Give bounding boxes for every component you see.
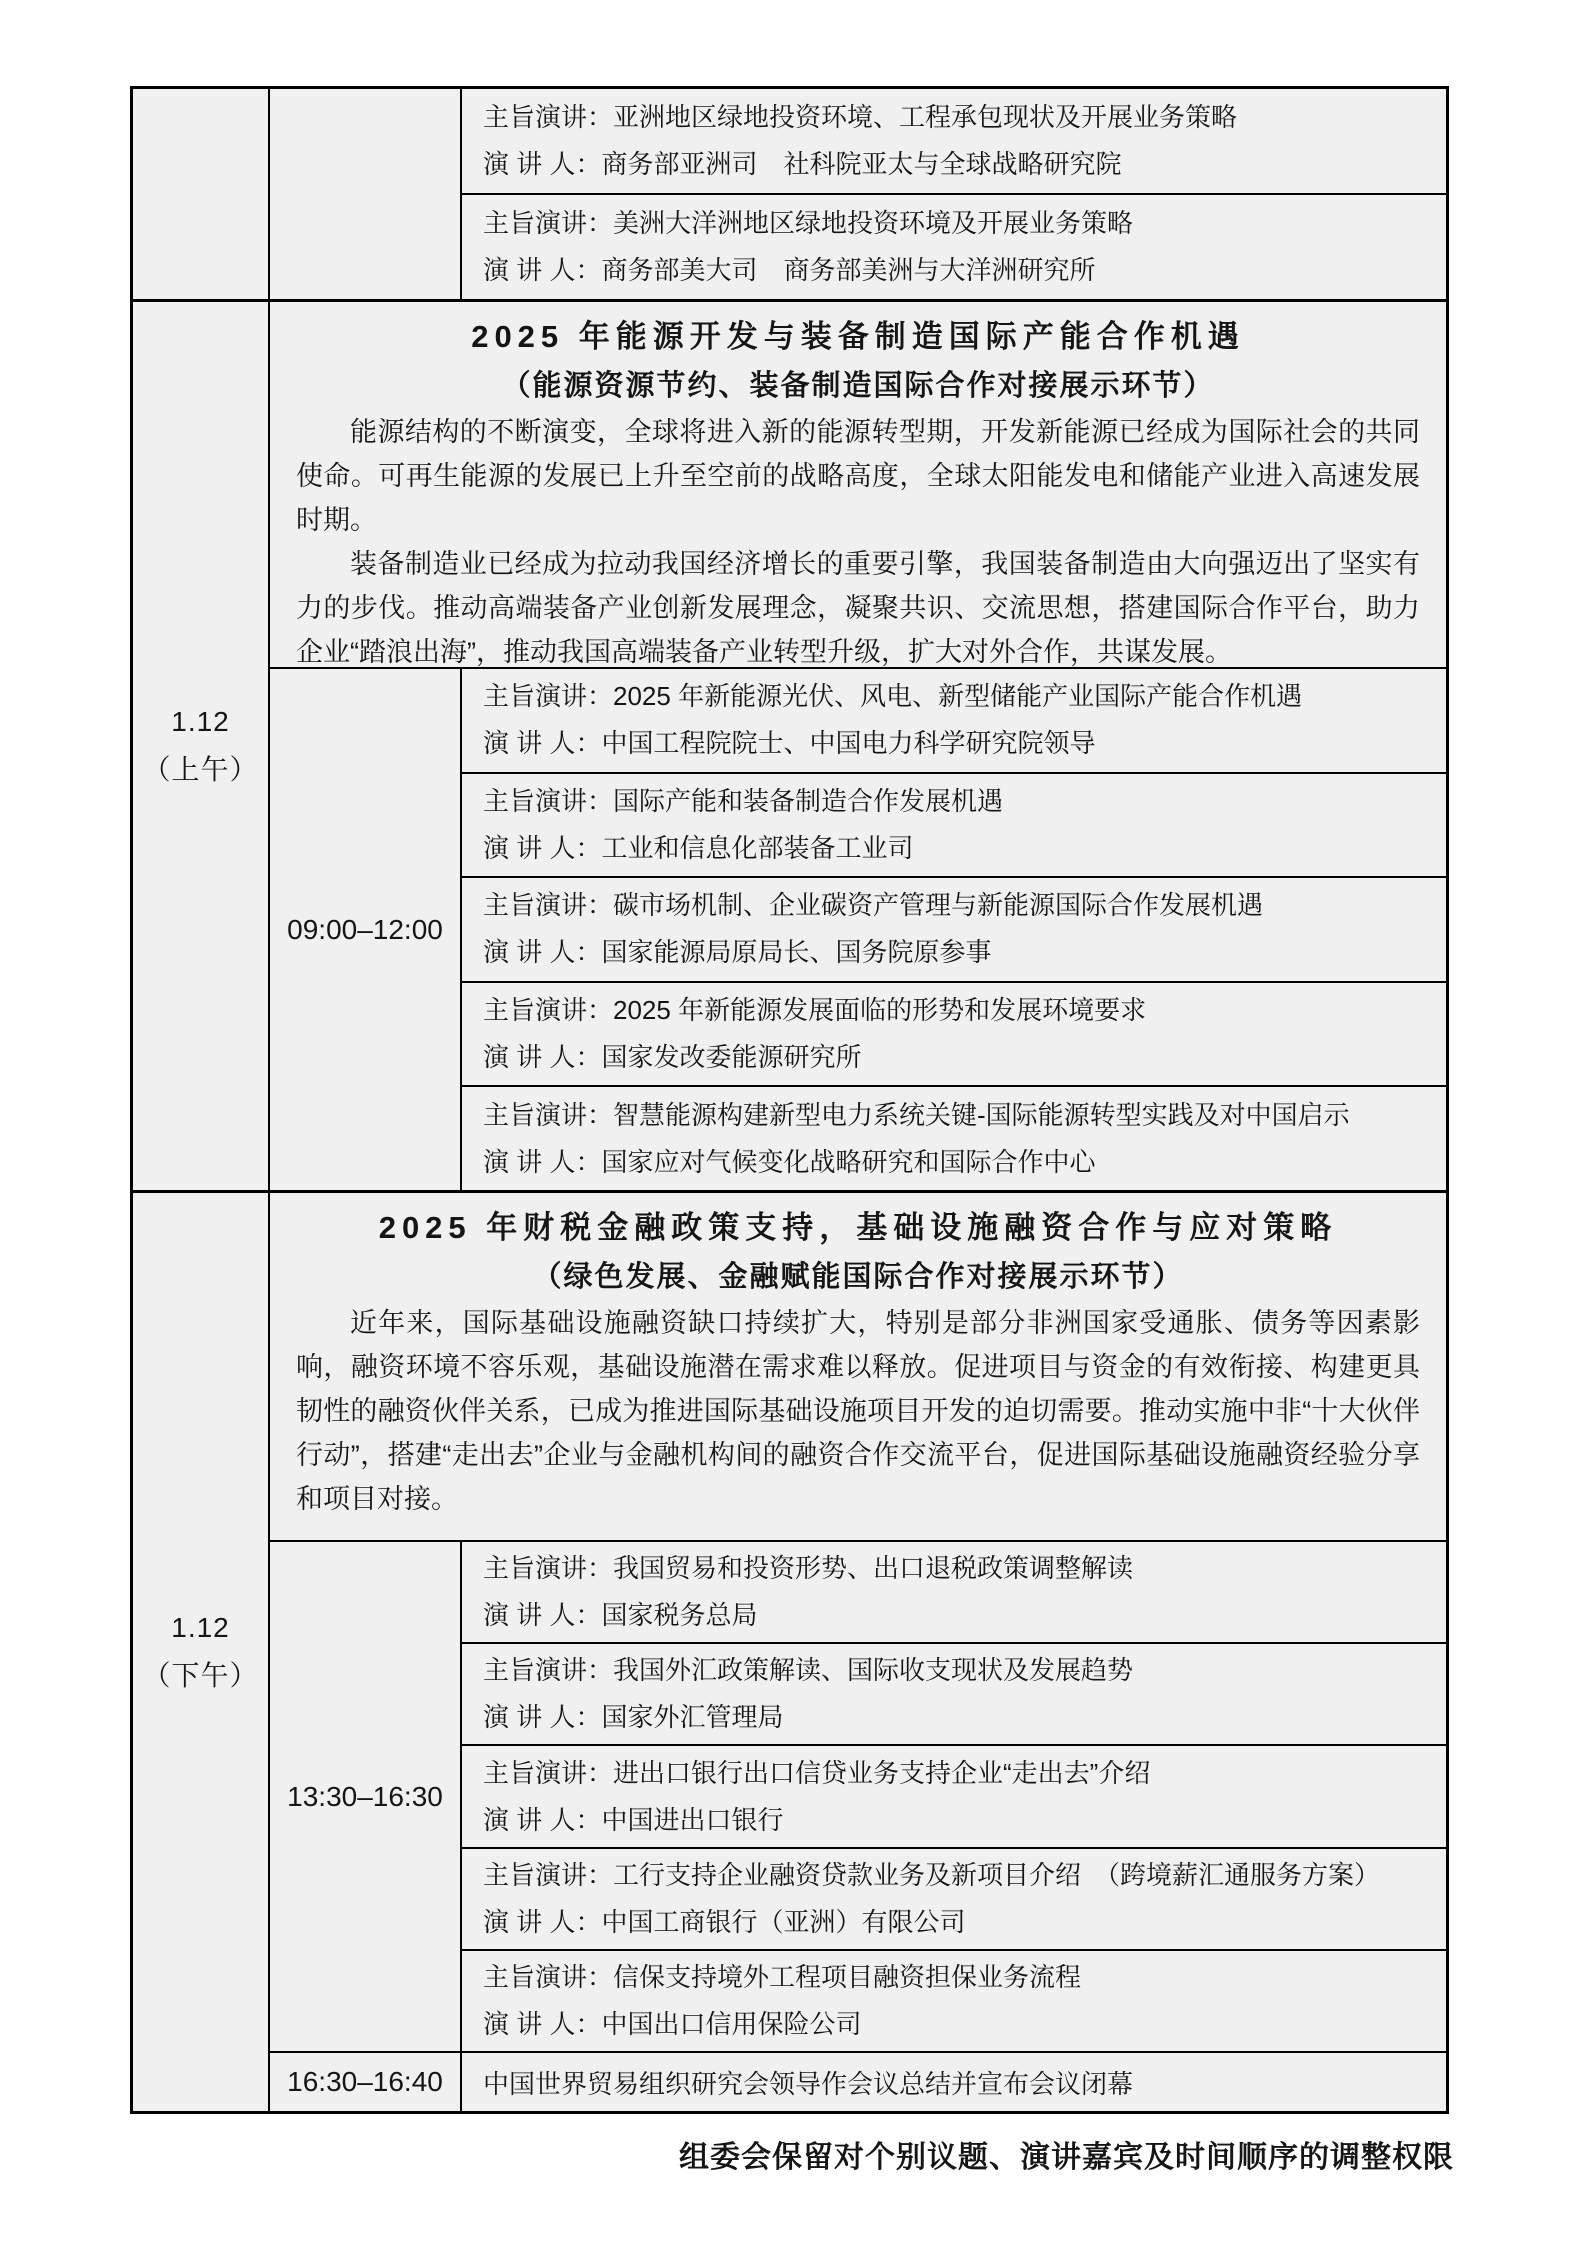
keynote-label: 主旨演讲： (483, 785, 614, 816)
date-value: 1.12 (171, 706, 230, 737)
date-cell-morning (133, 302, 270, 1190)
talk-speaker-line (483, 1694, 1438, 1741)
time-cell-morning: 09:00–12:00 (270, 669, 462, 1190)
talk-topic: 亚洲地区绿地投资环境、工程承包现状及开展业务策略 (613, 102, 1238, 132)
talk-row (462, 1542, 1446, 1642)
talk-topic-line (483, 1092, 1438, 1139)
talk-speaker: 国家税务总局 (601, 1600, 758, 1631)
speaker-label: 演 讲 人： (483, 1906, 602, 1937)
talk-topic-line (483, 94, 1438, 141)
keynote-label: 主旨演讲： (483, 1859, 614, 1890)
session-title: 2025 年能源开发与装备制造国际产能合作机遇 (471, 319, 1245, 354)
talk-topic: 我国外汇政策解读、国际收支现状及发展趋势 (613, 1655, 1134, 1686)
talk-speaker: 商务部亚洲司 社科院亚太与全球战略研究院 (601, 149, 1122, 179)
morning-right (270, 302, 1446, 1190)
talk-speaker: 商务部美大司 商务部美洲与大洋洲研究所 (601, 255, 1096, 285)
talk-speaker: 国家发改委能源研究所 (601, 1042, 862, 1073)
talk-row (462, 981, 1446, 1086)
date-value: 1.12 (171, 1612, 230, 1643)
speaker-label: 演 讲 人： (483, 728, 602, 759)
talk-topic-line (483, 1954, 1438, 2001)
morning-schedule (270, 669, 1446, 1190)
talk-topic: 2025 年新能源发展面临的形势和发展环境要求 (613, 995, 1147, 1026)
talk-topic-line (483, 1750, 1438, 1797)
talk-speaker-line (483, 141, 1438, 188)
afternoon-intro (270, 1193, 1446, 1542)
talk-speaker: 国家应对气候变化战略研究和国际合作中心 (601, 1146, 1096, 1177)
talk-topic: 我国贸易和投资形势、出口退税政策调整解读 (613, 1553, 1134, 1584)
talk-topic: 进出口银行出口信贷业务支持企业“走出去”介绍 (613, 1757, 1151, 1788)
session-subtitle: （绿色发展、金融赋能国际合作对接展示环节） (532, 1261, 1184, 1293)
talk-row (462, 193, 1446, 299)
keynote-label: 主旨演讲： (483, 1757, 614, 1788)
talk-topic-line (483, 778, 1438, 825)
speaker-label: 演 讲 人： (483, 1042, 602, 1073)
talk-topic-line (483, 200, 1438, 247)
talk-speaker-line (483, 825, 1438, 872)
speaker-label: 演 讲 人： (483, 2008, 602, 2039)
agenda-table (130, 86, 1449, 2114)
morning-section (133, 299, 1446, 1190)
keynote-label: 主旨演讲： (483, 995, 614, 1026)
talk-speaker: 国家外汇管理局 (601, 1702, 784, 1733)
talk-topic-line (483, 1852, 1438, 1899)
closing-row (270, 2051, 1446, 2111)
speaker-label: 演 讲 人： (483, 1702, 602, 1733)
talk-speaker-line (483, 1034, 1438, 1081)
talk-speaker-line (483, 1899, 1438, 1946)
speaker-label: 演 讲 人： (483, 255, 602, 285)
talk-row (462, 1744, 1446, 1846)
session-paragraph: 装备制造业已经成为拉动我国经济增长的重要引擎，我国装备制造由大向强迈出了坚实有力的步伐。推动高端装备产业创新发展理念，凝聚共识、交流思想，搭建国际合作平台，助力企业“踏浪出海”，推动我国高端装备产业转型升级，扩大对外合作，共谋发展。 (296, 549, 1420, 667)
talk-topic-line (483, 673, 1438, 720)
talk-topic: 智慧能源构建新型电力系统关键-国际能源转型实践及对中国启示 (613, 1099, 1350, 1130)
talk-row (462, 1949, 1446, 2051)
keynote-label: 主旨演讲： (483, 102, 614, 132)
continued-section (133, 89, 1446, 299)
talk-speaker: 中国工程院院士、中国电力科学研究院领导 (601, 728, 1096, 759)
talk-topic-line (483, 882, 1438, 929)
session-subtitle: （能源资源节约、装备制造国际合作对接展示环节） (501, 370, 1215, 402)
talk-speaker: 中国出口信用保险公司 (601, 2008, 862, 2039)
afternoon-right (270, 1193, 1446, 2111)
talk-speaker-line (483, 929, 1438, 976)
speaker-label: 演 讲 人： (483, 1600, 602, 1631)
talk-speaker: 工业和信息化部装备工业司 (601, 832, 914, 863)
keynote-label: 主旨演讲： (483, 1655, 614, 1686)
afternoon-schedule (270, 1542, 1446, 2051)
talk-speaker-line (483, 1797, 1438, 1844)
talk-speaker-line (483, 1139, 1438, 1186)
talk-row (462, 876, 1446, 981)
speaker-label: 演 讲 人： (483, 937, 602, 968)
talk-topic: 工行支持企业融资贷款业务及新项目介绍 （跨境薪汇通服务方案） (613, 1859, 1381, 1890)
talk-row (462, 1085, 1446, 1190)
morning-intro (270, 302, 1446, 669)
keynote-label: 主旨演讲： (483, 208, 614, 238)
talk-topic: 美洲大洋洲地区绿地投资环境及开展业务策略 (613, 208, 1134, 238)
continued-talks (462, 89, 1446, 299)
afternoon-section (133, 1190, 1446, 2111)
session-paragraph: 能源结构的不断演变，全球将进入新的能源转型期，开发新能源已经成为国际社会的共同使命。可再生能源的发展已上升至空前的战略高度，全球太阳能发电和储能产业进入高速发展时期。 (296, 417, 1420, 535)
keynote-label: 主旨演讲： (483, 1553, 614, 1584)
date-cell-empty (133, 89, 270, 299)
talk-speaker: 国家能源局原局长、国务院原参事 (601, 937, 992, 968)
speaker-label: 演 讲 人： (483, 1146, 602, 1177)
time-cell-empty (270, 89, 462, 299)
talk-speaker: 中国进出口银行 (601, 1804, 784, 1835)
talk-topic: 2025 年新能源光伏、风电、新型储能产业国际产能合作机遇 (613, 681, 1303, 712)
date-period: （下午） (142, 1660, 259, 1691)
morning-talks (462, 669, 1446, 1190)
talk-speaker-line (483, 720, 1438, 767)
talk-topic-line (483, 1647, 1438, 1694)
date-cell-afternoon (133, 1193, 270, 2111)
keynote-label: 主旨演讲： (483, 681, 614, 712)
speaker-label: 演 讲 人： (483, 149, 602, 179)
keynote-label: 主旨演讲： (483, 1961, 614, 1992)
talk-row (462, 1642, 1446, 1744)
talk-topic-line (483, 1545, 1438, 1592)
speaker-label: 演 讲 人： (483, 832, 602, 863)
afternoon-talks (462, 1542, 1446, 2051)
talk-topic: 信保支持境外工程项目融资担保业务流程 (613, 1961, 1082, 1992)
keynote-label: 主旨演讲： (483, 890, 614, 921)
talk-speaker: 中国工商银行（亚洲）有限公司 (601, 1906, 966, 1937)
talk-row (462, 1847, 1446, 1949)
time-cell-afternoon: 13:30–16:30 (270, 1542, 462, 2051)
talk-topic-line (483, 987, 1438, 1034)
talk-topic: 碳市场机制、企业碳资产管理与新能源国际合作发展机遇 (613, 890, 1264, 921)
talk-speaker-line (483, 1592, 1438, 1639)
talk-speaker-line (483, 2001, 1438, 2048)
date-period: （上午） (142, 754, 259, 785)
talk-topic: 国际产能和装备制造合作发展机遇 (613, 785, 1004, 816)
session-title: 2025 年财税金融政策支持，基础设施融资合作与应对策略 (378, 1210, 1338, 1245)
footer-note: 组委会保留对个别议题、演讲嘉宾及时间顺序的调整权限 (679, 2141, 1454, 2174)
session-paragraph: 近年来，国际基础设施融资缺口持续扩大，特别是部分非洲国家受通胀、债务等因素影响，融资环境不容乐观，基础设施潜在需求难以释放。促进项目与资金的有效衔接、构建更具韧性的融资伙伴关系，已成为推进国际基础设施项目开发的迫切需要。推动实施中非“十大伙伴行动”，搭建“走出去”企业与金融机构间的融资合作交流平台，促进国际基础设施融资经验分享和项目对接。 (296, 1308, 1420, 1514)
closing-text: 中国世界贸易组织研究会领导作会议总结并宣布会议闭幕 (483, 2068, 1134, 2099)
closing-time-cell: 16:30–16:40 (270, 2053, 462, 2111)
talk-row (462, 89, 1446, 193)
talk-row (462, 772, 1446, 877)
keynote-label: 主旨演讲： (483, 1099, 614, 1130)
talk-speaker-line (483, 247, 1438, 294)
speaker-label: 演 讲 人： (483, 1804, 602, 1835)
talk-row (462, 669, 1446, 772)
